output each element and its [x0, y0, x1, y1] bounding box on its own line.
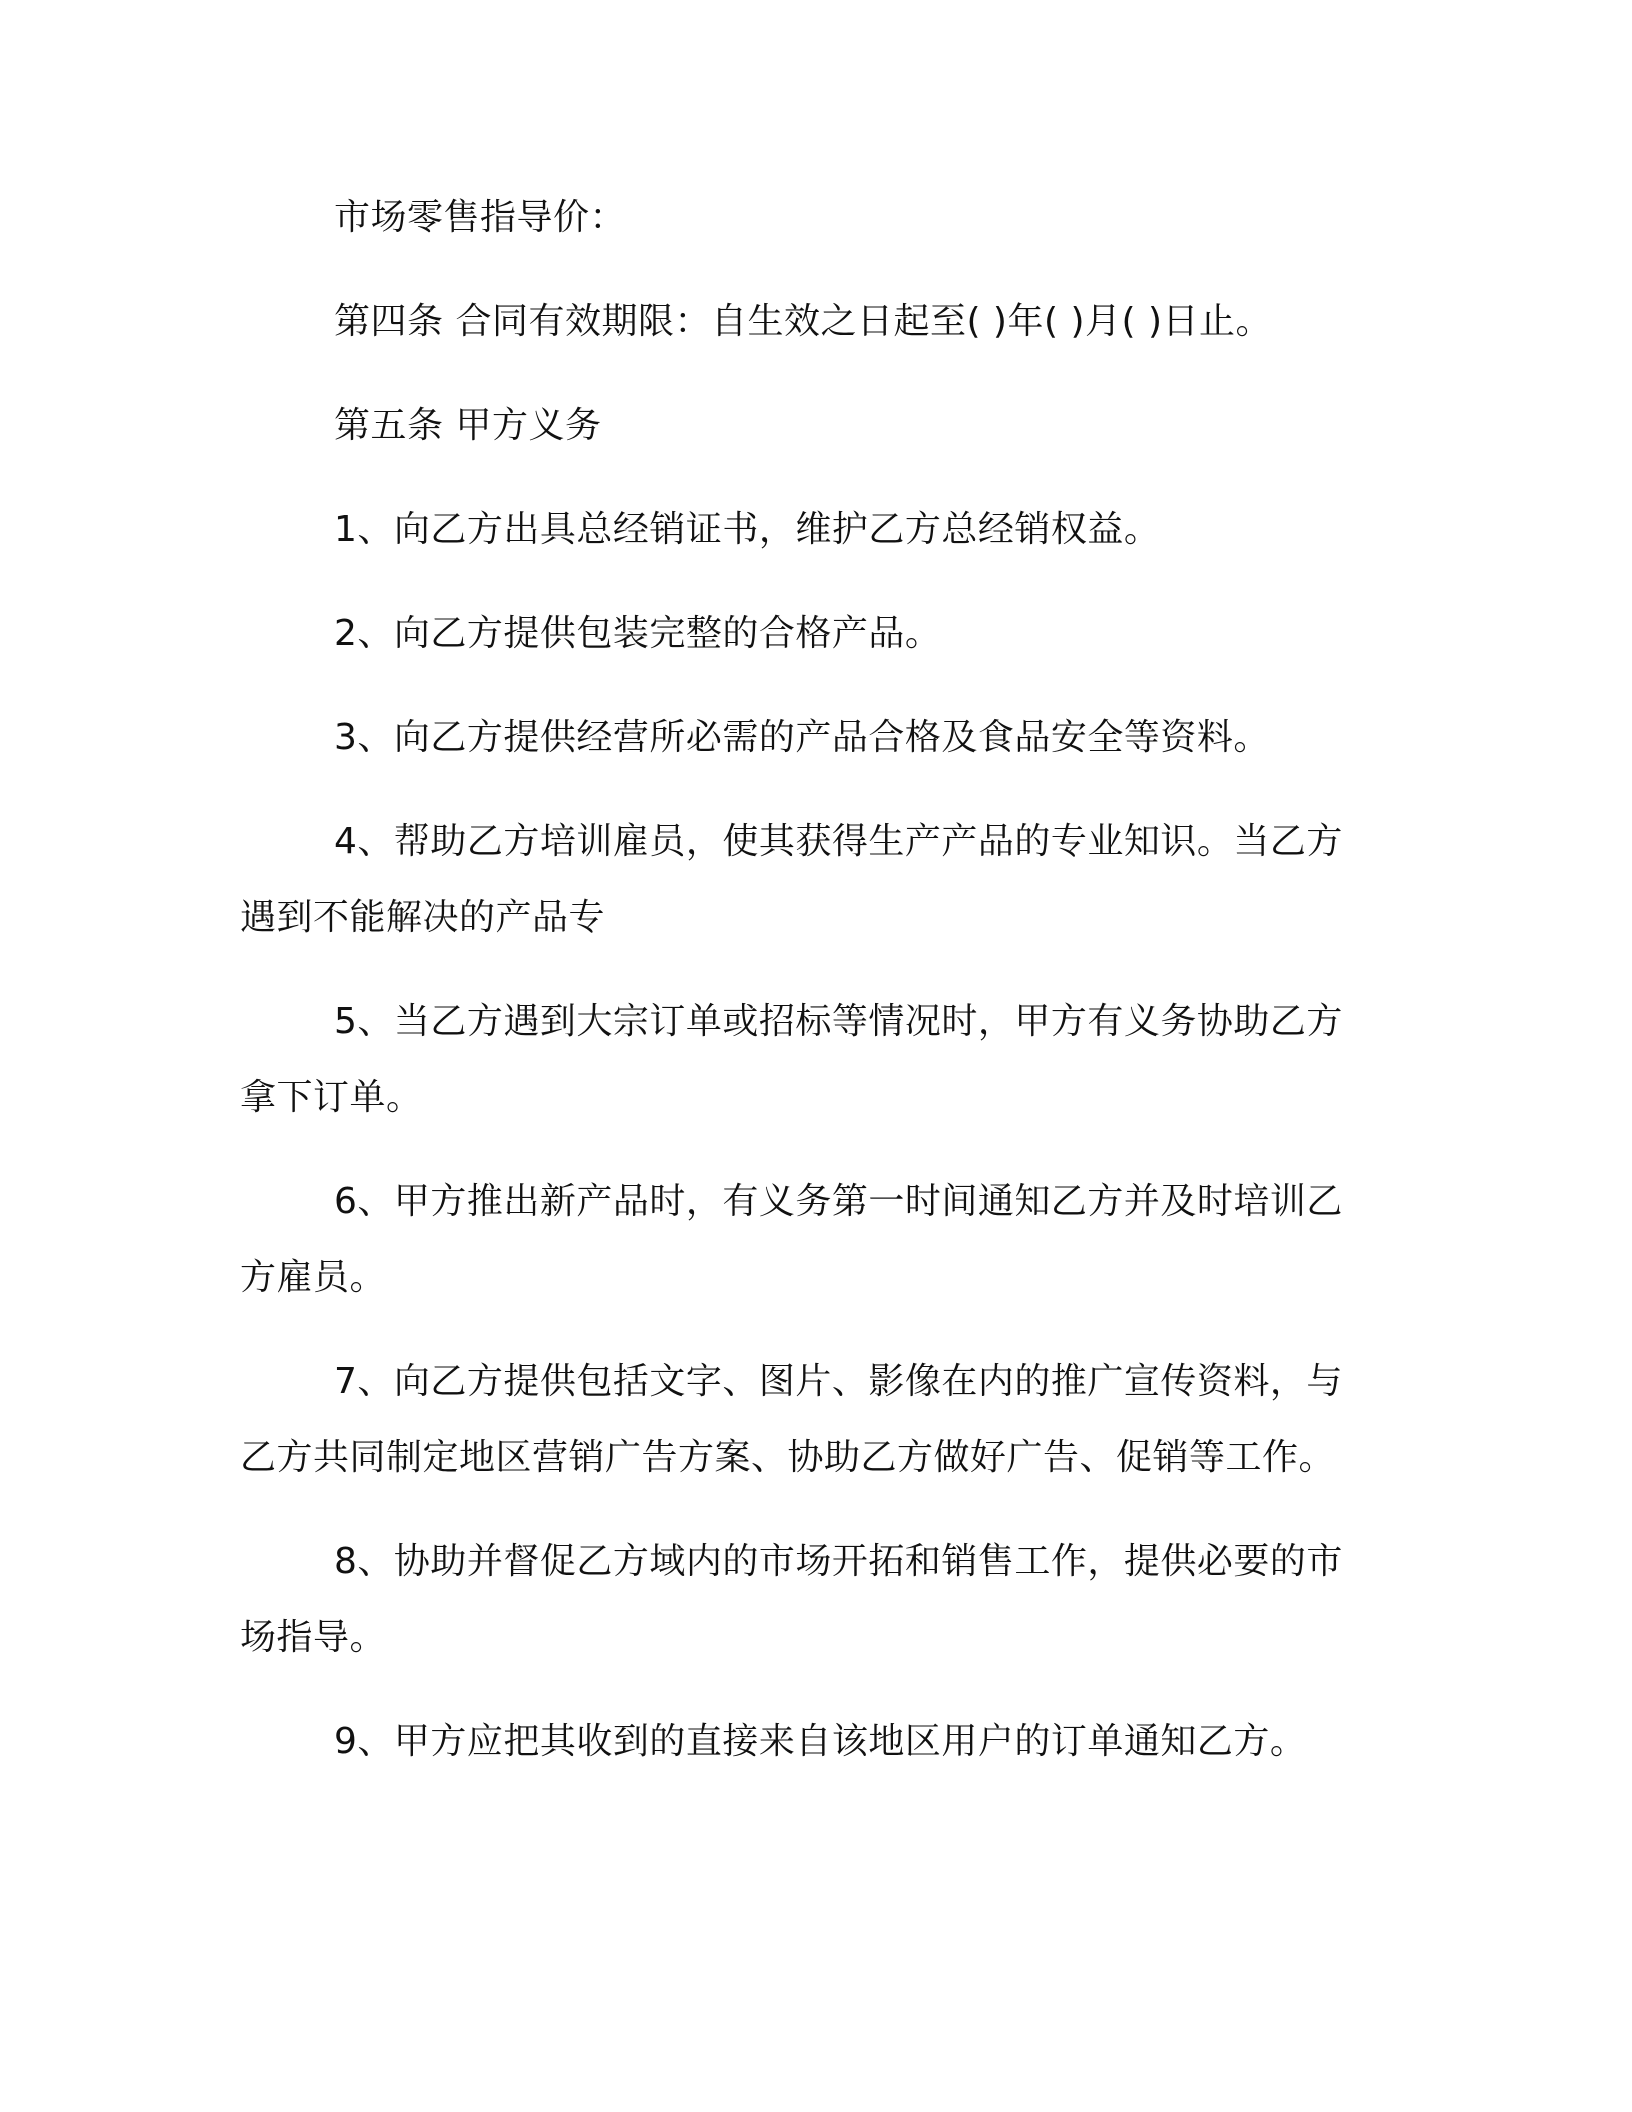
- paragraph-item-1: 1、向乙方出具总经销证书，维护乙方总经销权益。: [334, 509, 1161, 550]
- paragraph-article-4: 第四条 合同有效期限：自生效之日起至( )年( )月( )日止。: [334, 301, 1273, 342]
- paragraph-item-8-line-2: 场指导。: [240, 1617, 387, 1658]
- paragraph-item-2: 2、向乙方提供包装完整的合格产品。: [334, 613, 942, 654]
- paragraph-item-8-line-1: 8、协助并督促乙方域内的市场开拓和销售工作，提供必要的市: [334, 1541, 1343, 1582]
- paragraph-item-4-line-2: 遇到不能解决的产品专: [240, 897, 606, 938]
- paragraph-item-5-line-1: 5、当乙方遇到大宗订单或招标等情况时，甲方有义务协助乙方: [334, 1001, 1343, 1042]
- paragraph-retail-price: 市场零售指导价：: [334, 197, 627, 238]
- paragraph-item-4-line-1: 4、帮助乙方培训雇员，使其获得生产产品的专业知识。当乙方: [334, 821, 1343, 862]
- paragraph-item-6-line-2: 方雇员。: [240, 1257, 387, 1298]
- paragraph-item-9: 9、甲方应把其收到的直接来自该地区用户的订单通知乙方。: [334, 1721, 1307, 1762]
- paragraph-article-5-title: 第五条 甲方义务: [334, 405, 602, 446]
- paragraph-item-5-line-2: 拿下订单。: [240, 1077, 423, 1118]
- paragraph-item-7-line-1: 7、向乙方提供包括文字、图片、影像在内的推广宣传资料，与: [334, 1361, 1343, 1402]
- paragraph-item-3: 3、向乙方提供经营所必需的产品合格及食品安全等资料。: [334, 717, 1270, 758]
- paragraph-item-7-line-2: 乙方共同制定地区营销广告方案、协助乙方做好广告、促销等工作。: [240, 1437, 1336, 1478]
- paragraph-item-6-line-1: 6、甲方推出新产品时，有义务第一时间通知乙方并及时培训乙: [334, 1181, 1343, 1222]
